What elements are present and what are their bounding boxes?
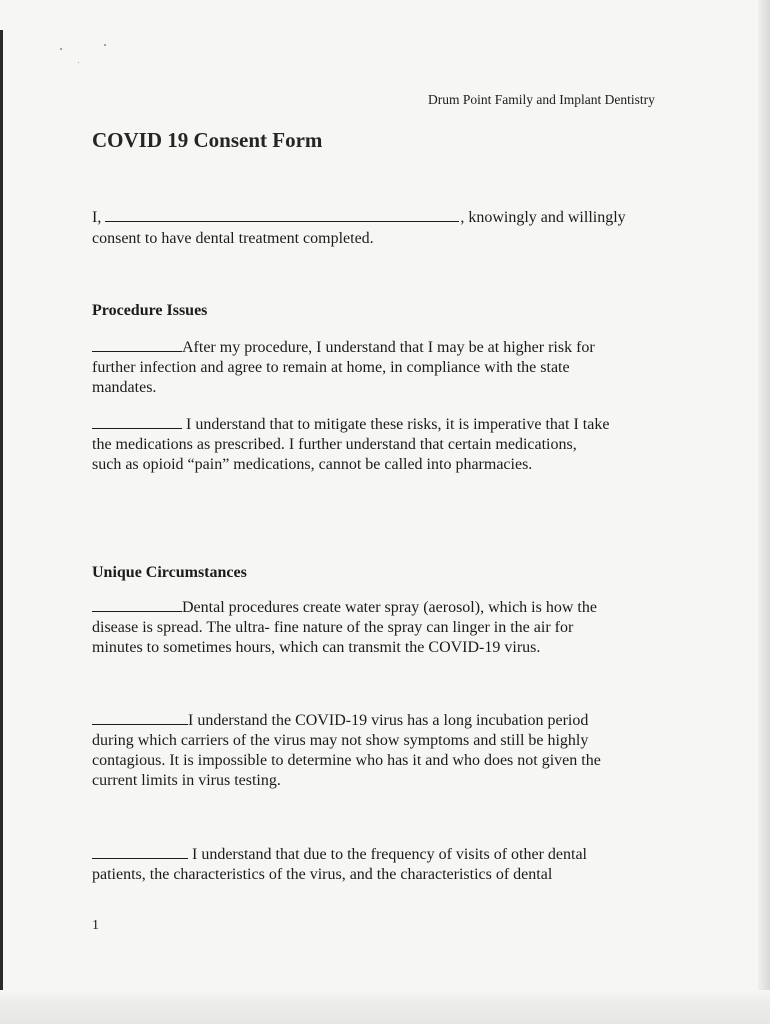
consent-statement-line1	[92, 209, 626, 227]
paragraph-line: patients, the characteristics of the virus, and the characteristics of dental	[92, 866, 553, 883]
paragraph-text: I understand that to mitigate these risks, it is imperative that I take	[182, 416, 610, 433]
paragraph-line: such as opioid “pain” medications, cannot be called into pharmacies.	[92, 456, 533, 473]
paragraph-line: mandates.	[92, 379, 157, 396]
paragraph-line	[92, 845, 692, 865]
consent-prefix: I,	[92, 209, 102, 226]
page-title: COVID 19 Consent Form	[92, 128, 323, 152]
paragraph-line: disease is spread. The ultra- fine nature of the spray can linger in the air for	[92, 619, 574, 636]
practice-name: Drum Point Family and Implant Dentistry	[428, 92, 655, 107]
unique-circumstances-heading: Unique Circumstances	[92, 564, 247, 581]
paragraph-line: current limits in virus testing.	[92, 772, 281, 789]
scan-speck	[104, 44, 106, 46]
scan-bottom-edge	[0, 990, 770, 1024]
paragraph-line	[92, 711, 692, 731]
paragraph-line	[92, 598, 692, 618]
scan-speck	[60, 48, 62, 50]
paragraph-line: further infection and agree to remain at home, in compliance with the state	[92, 359, 570, 376]
paragraph-line: minutes to sometimes hours, which can transmit the COVID-19 virus.	[92, 639, 541, 656]
unique-circumstances-paragraph-3	[92, 845, 692, 885]
scan-left-edge	[0, 30, 3, 990]
initials-blank[interactable]	[92, 338, 182, 352]
initials-blank[interactable]	[92, 845, 188, 859]
paragraph-line: contagious. It is impossible to determine who has it and who does not given the	[92, 752, 601, 769]
paragraph-text: After my procedure, I understand that I may be at higher risk for	[182, 339, 595, 356]
initials-blank[interactable]	[92, 598, 182, 612]
unique-circumstances-paragraph-2	[92, 711, 692, 791]
paragraph-line	[92, 338, 692, 358]
page-number: 1	[92, 918, 99, 933]
paragraph-line: the medications as prescribed. I further understand that certain medications,	[92, 436, 577, 453]
scan-speck	[78, 62, 79, 63]
initials-blank[interactable]	[92, 415, 182, 429]
procedure-issues-paragraph-2	[92, 415, 692, 475]
paragraph-text: Dental procedures create water spray (aerosol), which is how the	[182, 599, 597, 616]
paragraph-text: I understand that due to the frequency of visits of other dental	[188, 846, 587, 863]
paragraph-text: I understand the COVID-19 virus has a long incubation period	[188, 712, 589, 729]
procedure-issues-paragraph-1	[92, 338, 692, 398]
procedure-issues-heading: Procedure Issues	[92, 302, 208, 319]
paragraph-line	[92, 415, 692, 435]
consent-line1-suffix: , knowingly and willingly	[460, 209, 626, 226]
patient-name-blank[interactable]	[105, 209, 459, 222]
scan-right-edge	[758, 0, 770, 1024]
consent-statement-line2: consent to have dental treatment completed.	[92, 230, 374, 247]
unique-circumstances-paragraph-1	[92, 598, 692, 658]
paragraph-line: during which carriers of the virus may not show symptoms and still be highly	[92, 732, 589, 749]
initials-blank[interactable]	[92, 711, 188, 725]
